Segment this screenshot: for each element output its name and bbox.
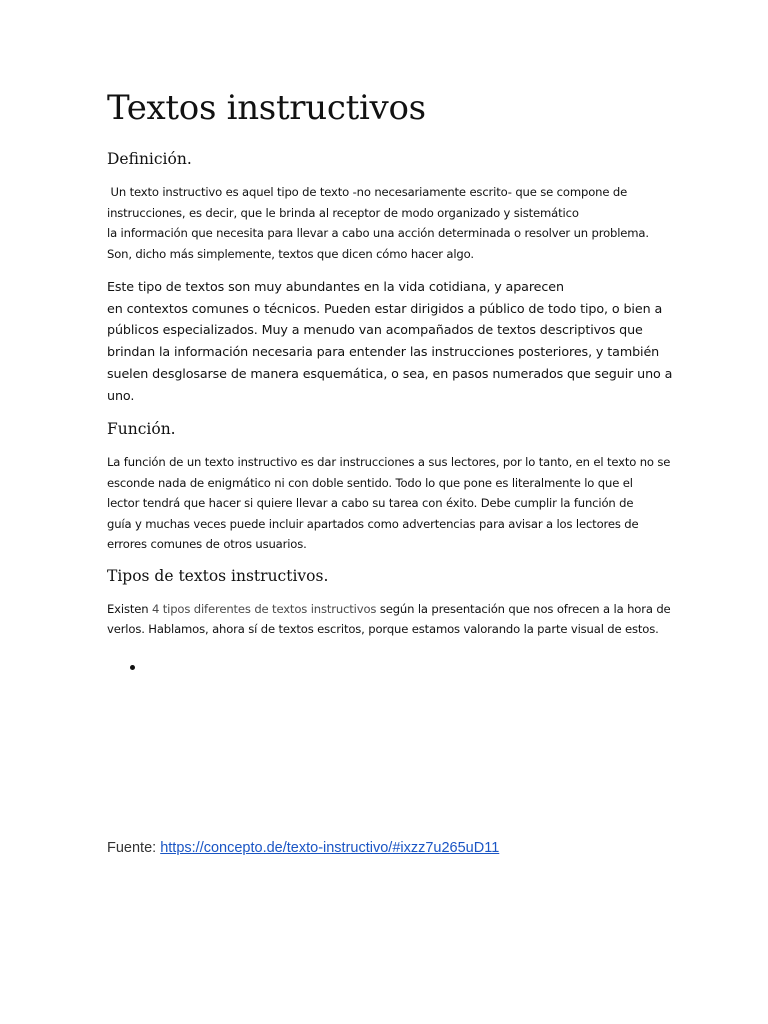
bullet-dot-icon — [130, 665, 135, 670]
text-line: verlos. Hablamos, ahora sí de textos escritos, porque estamos valorando la parte visual de estos. — [107, 622, 659, 637]
text-line: instrucciones, es decir, que le brinda al receptor de modo organizado y sistemático — [107, 205, 579, 220]
tipos-text-end: según la presentación que nos ofrecen a la hora de — [376, 601, 671, 616]
text-line: errores comunes de otros usuarios. — [107, 537, 307, 552]
text-line: esconde nada de enigmático ni con doble sentido. Todo lo que pone es literalmente lo que el — [107, 475, 633, 490]
bullet-list — [107, 658, 668, 676]
text-line: La función de un texto instructivo es dar instrucciones a sus lectores, por lo tanto, en el texto no se — [107, 455, 671, 470]
tipos-text-highlight: 4 tipos diferentes de textos instructivos — [151, 601, 377, 616]
text-line: en contextos comunes o técnicos. Pueden estar dirigidos a público de todo tipo, o bien a — [107, 300, 663, 316]
text-line: Un texto instructivo es aquel tipo de texto -no necesariamente escrito- que se compone de — [107, 185, 628, 199]
text-line: guía y muchas veces puede incluir apartados como advertencias para avisar a los lectores de — [107, 516, 639, 531]
text-line: suelen desglosarse de manera esquemática, o sea, en pasos numerados que seguir uno a — [107, 365, 673, 381]
document-title: Textos instructivos — [107, 88, 426, 128]
source-line — [107, 840, 499, 856]
text-line: públicos especializados. Muy a menudo van acompañados de textos descriptivos que — [107, 322, 643, 338]
heading-definicion: Definición. — [107, 150, 192, 168]
empty-bullet-item — [132, 658, 668, 676]
heading-tipos: Tipos de textos instructivos. — [107, 566, 329, 585]
source-label: Fuente: — [107, 840, 161, 856]
tipos-text-start: Existen — [107, 601, 152, 616]
text-line: brindan la información necesaria para entender las instrucciones posteriores, y también — [107, 344, 660, 360]
funcion-paragraph — [107, 452, 671, 555]
text-line: la información que necesita para llevar a cabo una acción determinada o resolver un problema. — [107, 226, 649, 240]
text-line — [107, 599, 671, 620]
text-line: uno. — [107, 387, 135, 403]
text-line: Este tipo de textos son muy abundantes en la vida cotidiana, y aparecen — [107, 279, 564, 294]
text-line: lector tendrá que hacer si quiere llevar a cabo su tarea con éxito. Debe cumplir la función de — [107, 496, 634, 511]
tipos-paragraph — [107, 599, 671, 640]
definicion-paragraph-2 — [107, 276, 673, 406]
definicion-paragraph-1 — [107, 182, 668, 264]
heading-funcion: Función. — [107, 420, 176, 439]
text-line: Son, dicho más simplemente, textos que dicen cómo hacer algo. — [107, 246, 474, 261]
source-link[interactable]: https://concepto.de/texto-instructivo/#ixzz7u265uD11 — [160, 840, 500, 856]
